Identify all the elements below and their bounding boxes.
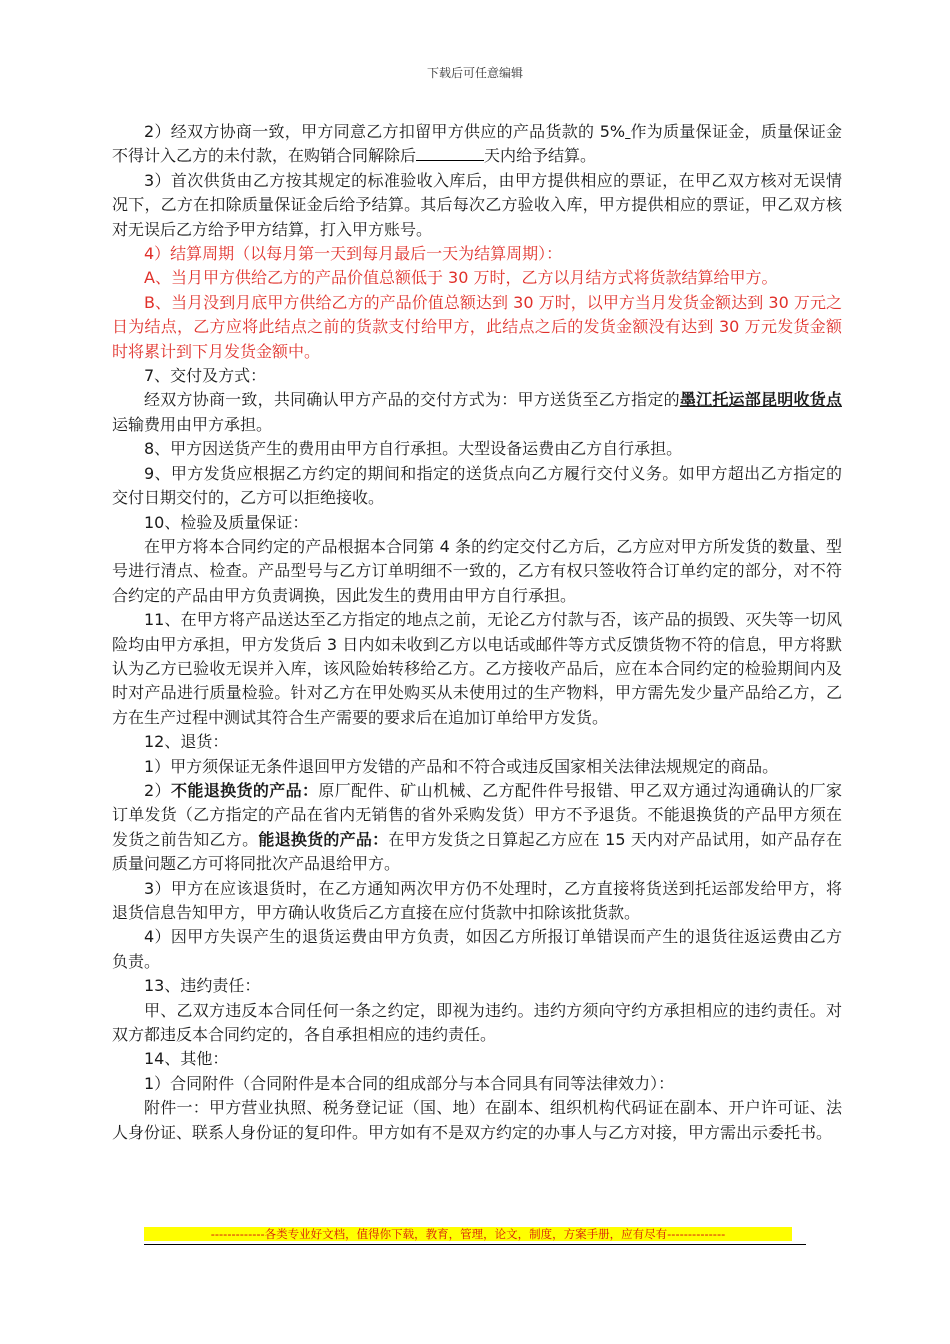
text-span: 原厂配件、矿山机械、乙方配件件号报错、甲乙双方通过沟通确认的厂家订单发货（乙方指定的产品在省内无销售的省外采购发货）甲方不予退货。不能退换货的产品甲方须在发货之前告知乙方。: [112, 780, 842, 849]
section-13-heading: 13、违约责任：: [144, 976, 261, 996]
text-span: 天内给予结算。: [484, 146, 597, 166]
text-span: 在甲方发货之日算起乙方应在 15 天内对产品试用，如产品存在质量问题乙方可将同批次产品退给甲方。: [112, 829, 842, 874]
page-header: 下载后可任意编辑: [426, 66, 523, 80]
footer-divider: [144, 1244, 806, 1245]
delivery-location: 墨江托运部昆明收货点: [679, 390, 842, 410]
text-span: 2）经双方协商一致，甲方同意乙方扣留甲方供应的产品货款的 5%: [144, 122, 626, 141]
bold-term: 不能退换货的产品：: [170, 780, 319, 800]
section-14-attachment-1: 附件一：甲方营业执照、税务登记证（国、地）在副本、组织机构代码证在副本、开户许可证、法人身份证、联系人身份证的复印件。甲方如有不是双方约定的办事人与乙方对接，甲方需出示委托书。: [112, 1098, 842, 1142]
clause-2-payment-guarantee: [112, 120, 842, 169]
section-11: 11、在甲方将产品送达至乙方指定的地点之前，无论乙方付款与否，该产品的损毁、灭失等一切风险均由甲方承担，甲方发货后 3 日内如未收到乙方以电话或邮件等方式反馈货物不符的信息，甲方将默认为乙方已验收无误并入库，该风险始转移给乙方。乙方接收产品后，应在本合同约定的检验期间内及时对产品进行质量检验。针对乙方在甲处购买从未使用过的生产物料，甲方需先发少量产品给乙方，乙方在生产过程中测试其符合生产需要的要求后在追加订单给甲方发货。: [112, 610, 842, 727]
bold-term: 能退换货的产品：: [258, 829, 389, 849]
section-7-body: [112, 388, 842, 437]
section-10-heading: 10、检验及质量保证：: [144, 512, 309, 532]
footer-banner: -------------各类专业好文档，值得你下载，教育，管理，论文，制度，方案手册，应有尽有--------------: [144, 1227, 792, 1241]
clause-4-a: A、当月甲方供给乙方的产品价值总额低于 30 万时，乙方以月结方式将货款结算给甲方。: [144, 268, 778, 288]
section-13-body: 甲、乙双方违反本合同任何一条之约定，即视为违约。违约方须向守约方承担相应的违约责任。对双方都违反本合同约定的，各自承担相应的违约责任。: [112, 1000, 842, 1045]
text-span: 运输费用由甲方承担。: [112, 414, 273, 434]
section-9: 9、甲方发货应根据乙方约定的期间和指定的送货点向乙方履行交付义务。如甲方超出乙方指定的交付日期交付的，乙方可以拒绝接收。: [112, 463, 842, 508]
document-body: [112, 120, 842, 1145]
section-14-item-1: 1）合同附件（合同附件是本合同的组成部分与本合同具有同等法律效力）：: [144, 1073, 675, 1093]
section-7-heading: 7、交付及方式：: [144, 366, 267, 386]
section-8: 8、甲方因送货产生的费用由甲方自行承担。大型设备运费由乙方自行承担。: [144, 439, 683, 459]
text-span: 2）: [144, 780, 171, 800]
section-12-item-3: 3）甲方在应该退货时，在乙方通知两次甲方仍不处理时，乙方直接将货送到托运部发给甲方，将退货信息告知甲方，甲方确认收货后乙方直接在应付货款中扣除该批货款。: [112, 878, 842, 922]
text-span: 经双方协商一致，共同确认甲方产品的交付方式为：甲方送货至乙方指定的: [144, 390, 680, 410]
clause-4-b: B、当月没到月底甲方供给乙方的产品价值总额达到 30 万时，以甲方当月发货金额达到 30 万元之日为结点，乙方应将此结点之前的货款支付给甲方，此结点之后的发货金额没有达到 30 万元发货金额时将累计到下月发货金额中。: [112, 292, 842, 361]
clause-3-first-supply: 3）首次供货由乙方按其规定的标准验收入库后，由甲方提供相应的票证，在甲乙双方核对无误情况下，乙方在扣除质量保证金后给予结算。其后每次乙方验收入库，甲方提供相应的票证，甲乙双方核对无误后乙方给予甲方结算，打入甲方账号。: [112, 170, 842, 239]
text-span: 作为质量保证金，质量保证金不得计入乙方的未付款，在购销合同解除后: [112, 122, 842, 166]
clause-4-settlement-period: 4）结算周期（以每月第一天到每月最后一天为结算周期）：: [144, 244, 563, 264]
section-12-item-2: [112, 779, 842, 877]
section-12-heading: 12、退货：: [144, 732, 229, 752]
section-10-body: 在甲方将本合同约定的产品根据本合同第 4 条的约定交付乙方后，乙方应对甲方所发货的数量、型号进行清点、检查。产品型号与乙方订单明细不一致的，乙方有权只签收符合订单约定的部分，对不符合约定的产品由甲方负责调换，因此发生的费用由甲方自行承担。: [112, 536, 842, 605]
section-14-heading: 14、其他：: [144, 1049, 229, 1069]
blank-line: [416, 144, 484, 161]
section-12-item-1: 1）甲方须保证无条件退回甲方发错的产品和不符合或违反国家相关法律法规规定的商品。: [144, 756, 779, 776]
section-12-item-4: 4）因甲方失误产生的退货运费由甲方负责，如因乙方所报订单错误而产生的退货往返运费由乙方负责。: [112, 927, 842, 971]
